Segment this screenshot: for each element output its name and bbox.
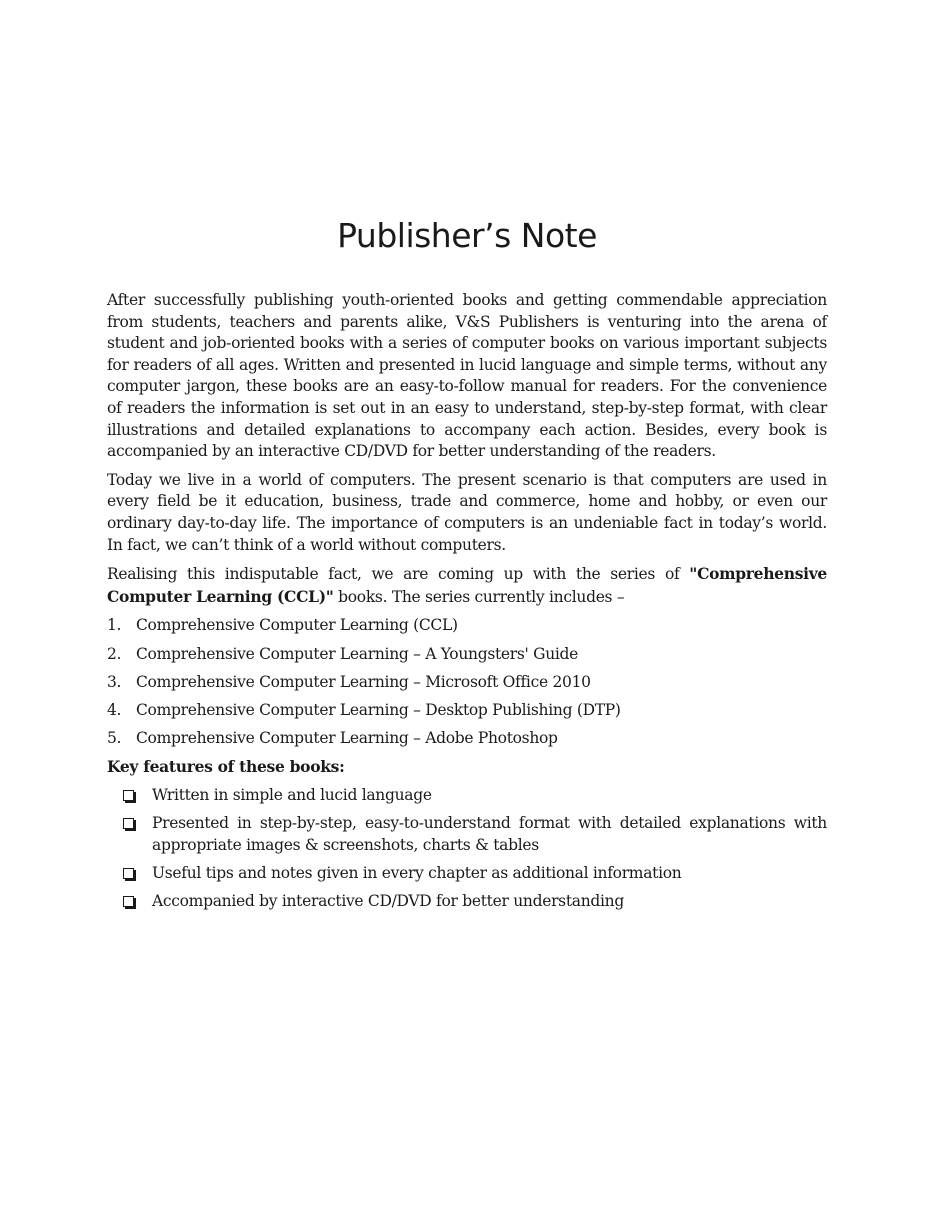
list-item (107, 700, 827, 722)
feature-item (122, 785, 827, 807)
list-item (107, 728, 827, 750)
feature-text: Written in simple and lucid language (152, 785, 432, 804)
series-intro-paragraph (107, 563, 827, 608)
list-item-text: Comprehensive Computer Learning – Adobe Photoshop (136, 729, 558, 748)
checkbox-bullet-icon (122, 891, 152, 913)
series-name: "Comprehensive Computer Learning (CCL)" (107, 564, 827, 606)
checkbox-bullet-icon (122, 785, 152, 807)
list-item-text: Comprehensive Computer Learning – Desktop Publishing (DTP) (136, 700, 621, 719)
checkbox-bullet-icon (122, 813, 152, 856)
series-intro-after: books. The series currently includes – (333, 587, 625, 606)
series-intro-before: Realising this indisputable fact, we are coming up with the series of (107, 565, 690, 584)
feature-item (122, 813, 827, 856)
list-item (107, 644, 827, 666)
list-item-number: 4. (107, 700, 122, 719)
key-features-heading: Key features of these books: (107, 757, 345, 777)
feature-text: Presented in step-by-step, easy-to-understand format with detailed explanations with appropriate images & screenshots, charts & tables (152, 814, 827, 854)
computers-paragraph: Today we live in a world of computers. The present scenario is that computers are used in every field be it education, business, trade and commerce, home and hobby, or even our ordinary day-to-day life. The importance of computers is an undeniable fact in today’s world. In fact, we can’t think of a world without computers. (107, 470, 827, 554)
list-item-text: Comprehensive Computer Learning – Microsoft Office 2010 (136, 672, 591, 691)
list-item-text: Comprehensive Computer Learning (CCL) (136, 616, 458, 635)
key-features-list (107, 785, 827, 913)
list-item-number: 2. (107, 644, 122, 663)
series-list (107, 615, 827, 749)
list-item-number: 5. (107, 729, 122, 748)
intro-paragraph: After successfully publishing youth-oriented books and getting commendable appreciation from students, teachers and parents alike, V&S Publishers is venturing into the arena of student and job-oriented books with a series of computer books on various important subjects for readers of all ages. Written and presented in lucid language and simple terms, without any computer jargon, these books are an easy-to-follow manual for readers. For the convenience of readers the information is set out in an easy to understand, step-by-step format, with clear illustrations and detailed explanations to accompany each action. Besides, every book is accompanied by an interactive CD/DVD for better understanding of the readers. (107, 291, 827, 461)
list-item-number: 3. (107, 672, 122, 691)
feature-item (122, 863, 827, 885)
list-item-number: 1. (107, 616, 122, 635)
list-item (107, 615, 827, 637)
feature-item (122, 891, 827, 913)
checkbox-bullet-icon (122, 863, 152, 885)
publishers-note-page (107, 214, 827, 919)
list-item (107, 672, 827, 694)
feature-text: Useful tips and notes given in every chapter as additional information (152, 863, 682, 882)
page-title: Publisher’s Note (337, 216, 597, 255)
list-item-text: Comprehensive Computer Learning – A Youngsters' Guide (136, 644, 579, 663)
feature-text: Accompanied by interactive CD/DVD for better understanding (152, 892, 624, 910)
